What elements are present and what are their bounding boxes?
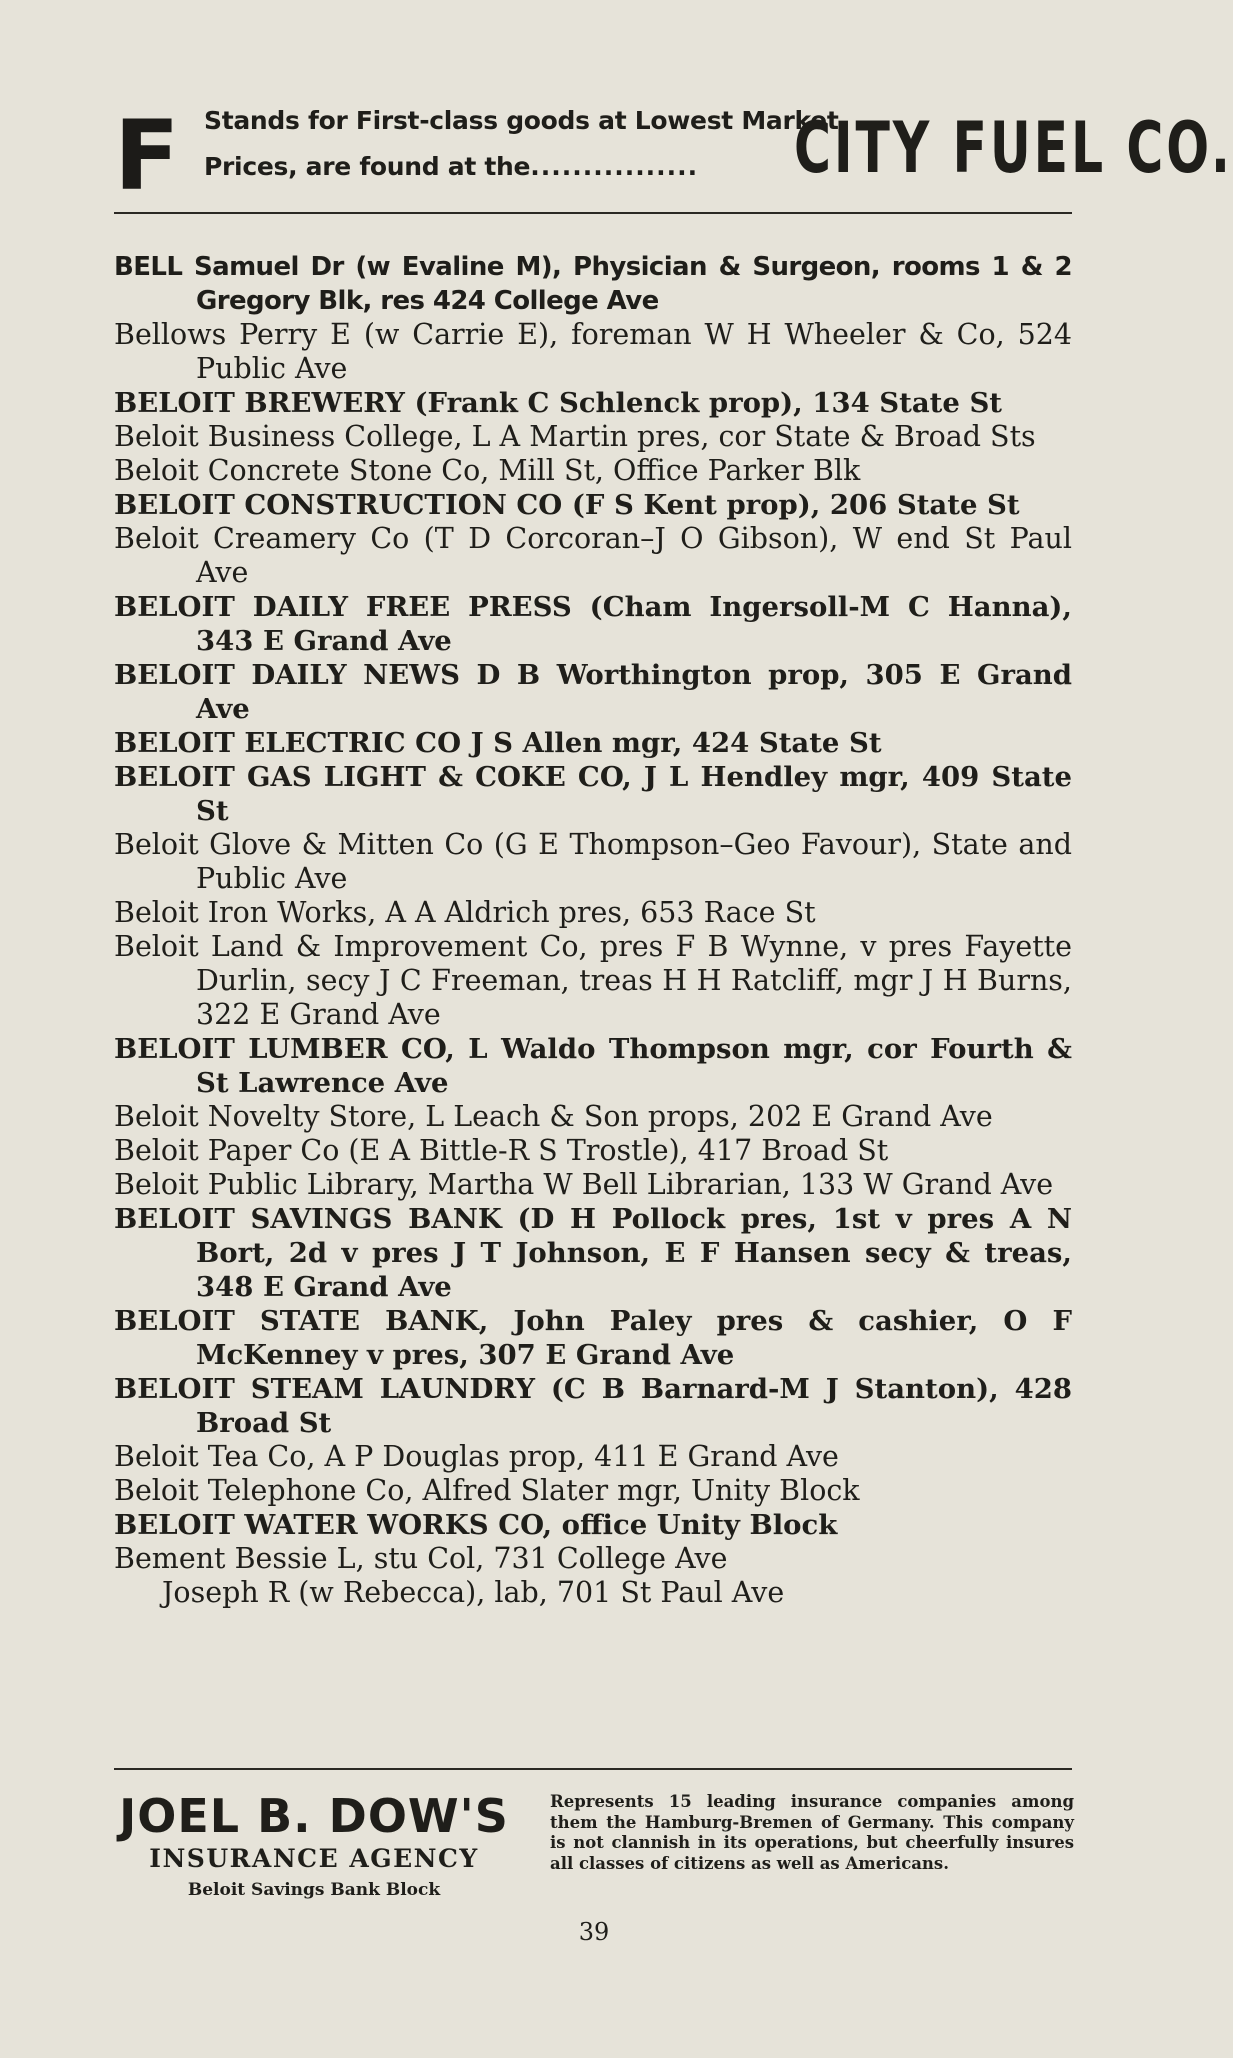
directory-entry: BELOIT STATE BANK, John Paley pres & cashier, O F McKenney v pres, 307 E Grand Ave (114, 1305, 1072, 1371)
directory-entry: BELOIT ELECTRIC CO J S Allen mgr, 424 State St (114, 727, 882, 759)
directory-entry: Beloit Tea Co, A P Douglas prop, 411 E Grand Ave (114, 1440, 839, 1473)
directory-entry: Beloit Iron Works, A A Aldrich pres, 653 Race St (114, 896, 816, 929)
agency-description: Represents 15 leading insurance companies among them the Hamburg-Bremen of Germany. This company is not clannish in its operations, but cheerfully insures all classes of citizens as well as Americans. (550, 1792, 1074, 1873)
directory-entry: Beloit Public Library, Martha W Bell Librarian, 133 W Grand Ave (114, 1168, 1054, 1201)
directory-entry: Bellows Perry E (w Carrie E), foreman W H Wheeler & Co, 524 Public Ave (114, 318, 1072, 385)
directory-entry: BELL Samuel Dr (w Evaline M), Physician & Surgeon, rooms 1 & 2 Gregory Blk, res 424 College Ave (114, 252, 1072, 316)
ad-initial-letter: F (114, 100, 180, 212)
directory-entry: BELOIT BREWERY (Frank C Schlenck prop), 134 State St (114, 387, 1003, 419)
directory-entry: BELOIT CONSTRUCTION CO (F S Kent prop), 206 State St (114, 489, 1020, 521)
directory-entry: Beloit Novelty Store, L Leach & Son props, 202 E Grand Ave (114, 1100, 993, 1133)
bottom-divider (114, 1768, 1072, 1770)
directory-entry: Beloit Concrete Stone Co, Mill St, Office Parker Blk (114, 454, 861, 487)
ad-tagline-line2-text: Prices, are found at the (204, 152, 531, 181)
directory-entry: BELOIT DAILY NEWS D B Worthington prop, 305 E Grand Ave (114, 659, 1072, 725)
agency-title: INSURANCE AGENCY (149, 1844, 479, 1873)
ad-tagline-line1: Stands for First-class goods at Lowest Market (204, 106, 839, 135)
city-fuel-advertisement (114, 100, 1233, 212)
directory-entry: BELOIT DAILY FREE PRESS (Cham Ingersoll-M C Hanna), 343 E Grand Ave (114, 591, 1072, 657)
agency-address: Beloit Savings Bank Block (187, 1880, 441, 1900)
directory-entry: Beloit Land & Improvement Co, pres F B Wynne, v pres Fayette Durlin, secy J C Freeman, treas H H Ratcliff, mgr J H Burns, 322 E Grand Ave (114, 930, 1072, 1031)
page-number: 39 (578, 1918, 610, 1946)
directory-entry: Bement Bessie L, stu Col, 731 College Ave (114, 1542, 728, 1575)
directory-listing (114, 250, 1072, 1610)
top-divider (114, 212, 1072, 214)
ad-tagline-line2 (204, 152, 698, 181)
ad-company-name: CITY FUEL CO. (794, 107, 1233, 189)
directory-entry: BELOIT GAS LIGHT & COKE CO, J L Hendley mgr, 409 State St (114, 761, 1072, 827)
directory-entry: Beloit Creamery Co (T D Corcoran–J O Gibson), W end St Paul Ave (114, 522, 1072, 589)
directory-entry: BELOIT WATER WORKS CO, office Unity Block (114, 1509, 838, 1541)
directory-entry: Beloit Telephone Co, Alfred Slater mgr, Unity Block (114, 1474, 860, 1507)
directory-entry: Beloit Glove & Mitten Co (G E Thompson–Geo Favour), State and Public Ave (114, 828, 1072, 895)
directory-entry: Beloit Business College, L A Martin pres, cor State & Broad Sts (114, 420, 1036, 453)
agency-owner-name: JOEL B. DOW'S (119, 1789, 509, 1843)
directory-entry: BELOIT LUMBER CO, L Waldo Thompson mgr, cor Fourth & St Lawrence Ave (114, 1033, 1072, 1099)
ad-leader-dots: ................ (530, 152, 699, 181)
directory-entry: Beloit Paper Co (E A Bittle-R S Trostle), 417 Broad St (114, 1134, 889, 1167)
directory-entry: Joseph R (w Rebecca), lab, 701 St Paul Ave (162, 1576, 785, 1609)
directory-entry: BELOIT STEAM LAUNDRY (C B Barnard-M J Stanton), 428 Broad St (114, 1373, 1072, 1439)
dow-insurance-advertisement (114, 1788, 1074, 1898)
directory-entry: BELOIT SAVINGS BANK (D H Pollock pres, 1st v pres A N Bort, 2d v pres J T Johnson, E F Hansen secy & treas, 348 E Grand Ave (114, 1203, 1072, 1303)
